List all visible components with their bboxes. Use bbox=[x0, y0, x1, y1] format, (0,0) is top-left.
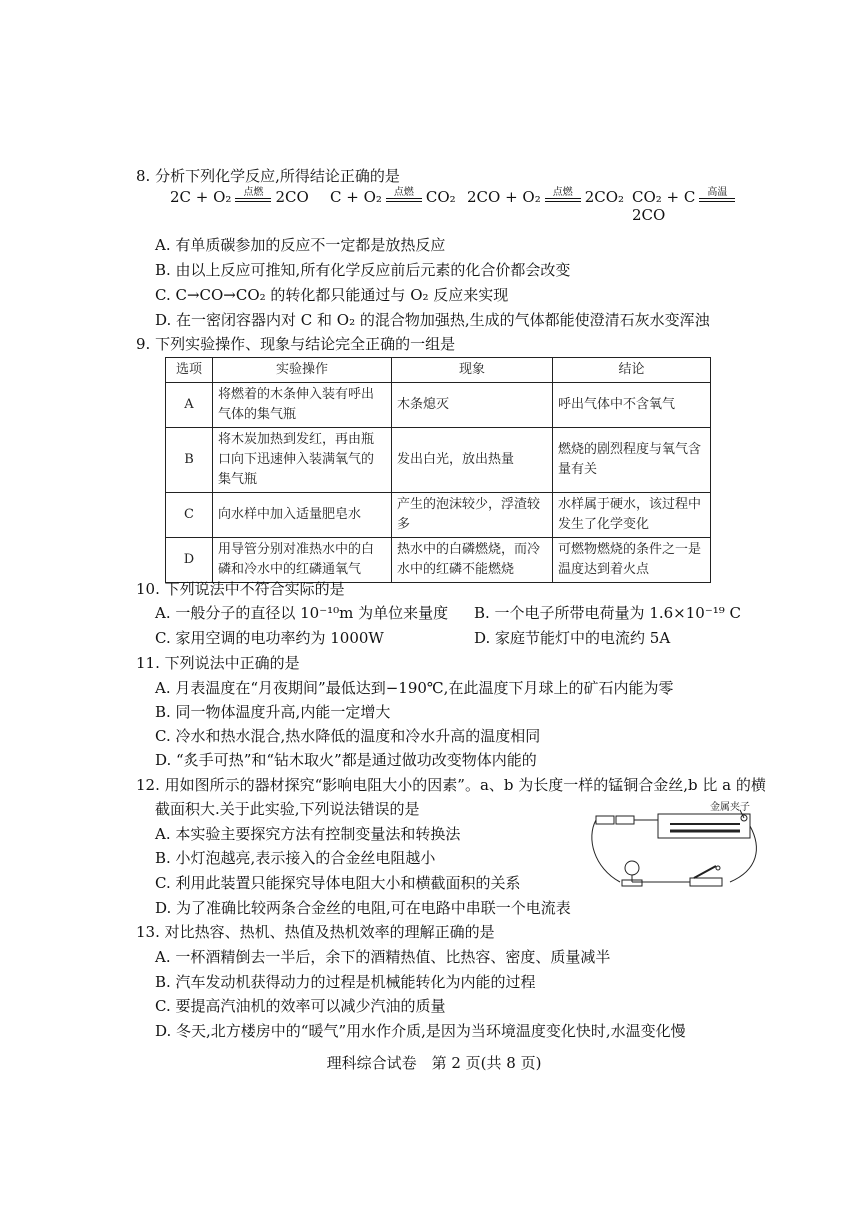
q9-table bbox=[165, 357, 711, 583]
q12-option-c: C. 利用此装置只能探究导体电阻大小和横截面积的关系 bbox=[155, 874, 521, 892]
q11-option-d: D. “炙手可热”和“钻木取火”都是通过做功改变物体内能的 bbox=[155, 751, 537, 769]
q8-equations bbox=[170, 188, 770, 228]
q10-option-b: B. 一个电子所带电荷量为 1.6×10⁻¹⁹ C bbox=[474, 604, 742, 622]
circuit-diagram bbox=[590, 798, 760, 898]
q13-stem: 13. 对比热容、热机、热值及热机效率的理解正确的是 bbox=[136, 923, 495, 941]
q13-option-d: D. 冬天,北方楼房中的“暖气”用水作介质,是因为当环境温度变化快时,水温变化慢 bbox=[155, 1022, 686, 1040]
q10-stem: 10. 下列说法中不符合实际的是 bbox=[136, 580, 345, 598]
q10-option-c: C. 家用空调的电功率约为 1000W bbox=[155, 629, 384, 647]
table-header: 选项 bbox=[166, 358, 213, 383]
q11-option-a: A. 月表温度在“月夜期间”最低达到−190℃,在此温度下月球上的矿石内能为零 bbox=[155, 679, 674, 697]
q10-option-d: D. 家庭节能灯中的电流约 5A bbox=[474, 629, 671, 647]
table-row: B 将木炭加热到发红，再由瓶口向下迅速伸入装满氧气的集气瓶 发出白光，放出热量 燃烧的剧烈程度与氧气含量有关 bbox=[166, 428, 711, 493]
q8-option-b: B. 由以上反应可推知,所有化学反应前后元素的化合价都会改变 bbox=[155, 261, 571, 279]
equation-3: 2CO + O₂ 点燃 2CO₂ bbox=[467, 187, 625, 206]
table-header: 实验操作 bbox=[213, 358, 392, 383]
q12-stem-line2: 截面积大.关于此实验,下列说法错误的是 bbox=[155, 800, 420, 818]
figure-label-metal-clip: 金属夹子 bbox=[710, 802, 750, 813]
table-header: 结论 bbox=[553, 358, 711, 383]
q11-option-c: C. 冷水和热水混合,热水降低的温度和冷水升高的温度相同 bbox=[155, 727, 541, 745]
q13-option-c: C. 要提高汽油机的效率可以减少汽油的质量 bbox=[155, 997, 446, 1015]
q12-option-a: A. 本实验主要探究方法有控制变量法和转换法 bbox=[155, 825, 461, 843]
page-footer: 理科综合试卷 第 2 页(共 8 页) bbox=[326, 1054, 542, 1072]
q10-option-a: A. 一般分子的直径以 10⁻¹⁰m 为单位来量度 bbox=[155, 604, 449, 622]
q12-stem-line1: 12. 用如图所示的器材探究“影响电阻大小的因素”。a、b 为长度一样的锰铜合金丝,b 比 a 的横 bbox=[136, 776, 766, 794]
q12-option-d: D. 为了准确比较两条合金丝的电阻,可在电路中串联一个电流表 bbox=[155, 899, 571, 917]
q9-stem: 9. 下列实验操作、现象与结论完全正确的一组是 bbox=[136, 335, 456, 353]
equation-4: CO₂ + C 高温 2CO bbox=[632, 188, 770, 224]
q13-option-a: A. 一杯酒精倒去一半后，余下的酒精热值、比热容、密度、质量减半 bbox=[155, 948, 611, 966]
q11-stem: 11. 下列说法中正确的是 bbox=[136, 654, 300, 672]
q11-option-b: B. 同一物体温度升高,内能一定增大 bbox=[155, 703, 391, 721]
q8-option-a: A. 有单质碳参加的反应不一定都是放热反应 bbox=[155, 236, 446, 254]
q8-stem: 8. 分析下列化学反应,所得结论正确的是 bbox=[136, 167, 400, 185]
equation-1: 2C + O₂ 点燃 2CO bbox=[170, 187, 309, 206]
q8-option-d: D. 在一密闭容器内对 C 和 O₂ 的混合物加强热,生成的气体都能使澄清石灰水变浑浊 bbox=[155, 311, 710, 329]
q13-option-b: B. 汽车发动机获得动力的过程是机械能转化为内能的过程 bbox=[155, 973, 536, 991]
table-row: D 用导管分别对准热水中的白磷和冷水中的红磷通氧气 热水中的白磷燃烧，而冷水中的红磷不能燃烧 可燃物燃烧的条件之一是温度达到着火点 bbox=[166, 538, 711, 583]
table-row: C 向水样中加入适量肥皂水 产生的泡沫较少，浮渣较多 水样属于硬水，该过程中发生了化学变化 bbox=[166, 493, 711, 538]
q12-option-b: B. 小灯泡越亮,表示接入的合金丝电阻越小 bbox=[155, 849, 436, 867]
equation-2: C + O₂ 点燃 CO₂ bbox=[330, 187, 456, 206]
table-header: 现象 bbox=[392, 358, 553, 383]
q8-option-c: C. C→CO→CO₂ 的转化都只能通过与 O₂ 反应来实现 bbox=[155, 286, 509, 304]
circuit-figure bbox=[590, 798, 760, 898]
table-row: A 将燃着的木条伸入装有呼出气体的集气瓶 木条熄灭 呼出气体中不含氧气 bbox=[166, 383, 711, 428]
